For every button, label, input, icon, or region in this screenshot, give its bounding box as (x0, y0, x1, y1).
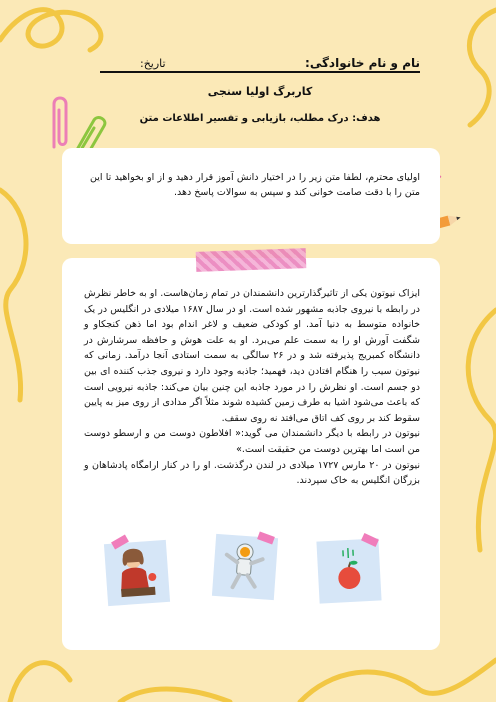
worksheet-goal (100, 113, 420, 124)
astronaut-icon (212, 534, 278, 600)
student-info-row (100, 48, 420, 70)
student-name-label: نام و نام خانوادگی: (305, 56, 420, 70)
swirl-decoration-top-right (420, 0, 496, 130)
apple-icon (316, 538, 381, 603)
worksheet-title: کاربرگ اولیا سنجی (207, 85, 313, 98)
header-underline (100, 71, 420, 73)
reading-passage-card (62, 258, 440, 650)
newton-portrait-image (104, 540, 170, 606)
falling-apple-image (316, 538, 381, 603)
passage-paragraph: نیوتون در ۲۰ مارس ۱۷۲۷ میلادی در لندن درگذشت. او را در کنار ارامگاه پادشاهان و بزرگان انگلیس به خاک سپردند. (84, 459, 420, 487)
instructions-card (62, 148, 440, 244)
date-label: تاریخ: (140, 57, 166, 70)
swirl-decoration-right (440, 300, 496, 560)
goal-label: هدف: (352, 113, 381, 124)
instructions-text: اولیای محترم، لطفا متن زیر را در اختیار دانش آموز قرار دهید و از او بخواهید تا این متن را با دقت صامت خوانی کند و سپس به سوالات پاسخ دهد. (90, 172, 420, 198)
tape-decoration (196, 248, 307, 272)
goal-text: درک مطلب، بازیابی و تفسیر اطلاعات متن (139, 113, 349, 124)
reading-passage (84, 286, 420, 489)
newton-figure-icon (104, 540, 170, 606)
astronaut-image (212, 534, 278, 600)
passage-paragraph: نیوتون در رابطه با دیگر دانشمندان می گوید:« افلاطون دوست من و ارسطو دوست من است اما بهترین دوست من حقیقت است.» (84, 428, 420, 455)
passage-paragraph: ایزاک نیوتون یکی از تاثیرگذارترین دانشمندان در تمام زمان‌هاست. او به خاطر نظرش در رابطه با نیروی جاذبه مشهور شده است. او در سال ۱۶۸۷ میلادی در انگلیس در یک خانواده متوسط به دنیا آمد. او کودکی ضعیف و لاغر اندام بود اما ذهن کنجکاو و شگفت آورش او را به سمت علم می‌برد. او به علت هوش و حافظه سرشارش در دانشگاه کمبریج پذیرفته شد و در ۲۶ سالگی به سمت استادی آنجا درآمد. زمانی که نیوتون سیب را هنگام افتادن دید، فهمید؛ جاذبه وجود دارد و نیروی جذب کننده ای بین دو جسم است. او نظرش را در مورد جاذبه این چنین بیان می‌کند: جاذبه نیرویی است که باعث می‌شود اشیا به طرف زمین کشیده شوند مثلاً اگر مدادی از روی میز به پایین سقوط کند بر روی کف اتاق می‌افتد نه روی سقف. (84, 288, 420, 424)
swirl-decoration-left (0, 170, 40, 410)
